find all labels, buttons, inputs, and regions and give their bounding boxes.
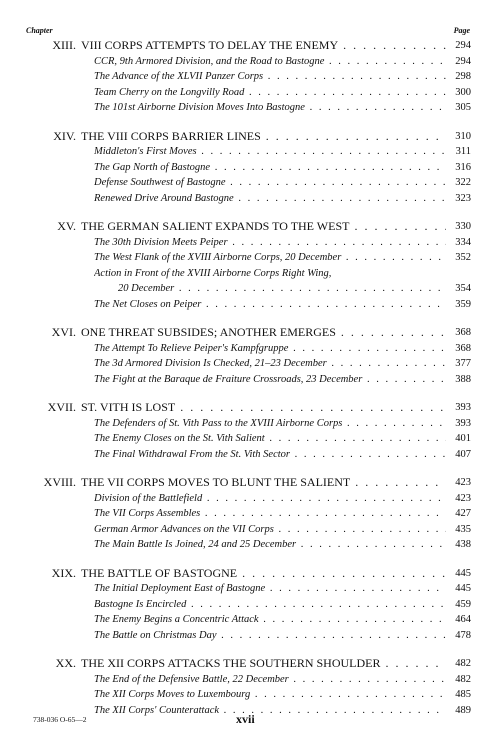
section-entry — [0, 597, 504, 613]
section-title: The Initial Deployment East of Bastogne . . . — [94, 581, 446, 597]
section-entry — [0, 100, 504, 116]
chapter-page: 393 — [447, 400, 471, 416]
section-entry — [0, 447, 504, 463]
section-title: The Gap North of Bastogne . . . — [94, 160, 446, 176]
section-title: Middleton's First Moves . . . — [94, 144, 446, 160]
section-entry — [0, 235, 504, 251]
chapter-title: THE GERMAN SALIENT EXPANDS TO THE WEST . . . — [81, 219, 446, 235]
chapter-heading — [0, 219, 504, 235]
section-page: 311 — [447, 144, 471, 160]
section-entry — [0, 628, 504, 644]
section-title: CCR, 9th Armored Division, and the Road to Bastogne . . . — [94, 54, 446, 70]
section-title: The West Flank of the XVIII Airborne Corps, 20 December . . . — [94, 250, 446, 266]
section-page: 359 — [447, 297, 471, 313]
section-entry — [0, 416, 504, 432]
section-entry — [0, 431, 504, 447]
section-title: The 101st Airborne Division Moves Into Bastogne . . . — [94, 100, 446, 116]
section-title: Division of the Battlefield . . . — [94, 491, 446, 507]
chapter-entry — [0, 400, 504, 462]
chapter-title: THE BATTLE OF BASTOGNE . . . — [81, 566, 446, 582]
chapter-entry — [0, 325, 504, 387]
section-entry — [0, 356, 504, 372]
chapter-number: XIV. — [53, 128, 76, 143]
chapter-title: THE XII CORPS ATTACKS THE SOUTHERN SHOULDER . . . — [81, 656, 446, 672]
section-entry — [0, 54, 504, 70]
section-title: The Advance of the XLVII Panzer Corps . . . — [94, 69, 446, 85]
chapter-title: ONE THREAT SUBSIDES; ANOTHER EMERGES . . . — [81, 325, 446, 341]
page-column-label: Page — [453, 26, 470, 35]
chapter-title: THE VII CORPS MOVES TO BLUNT THE SALIENT . . . — [81, 475, 446, 491]
section-entry — [0, 297, 504, 313]
section-entry — [0, 341, 504, 357]
chapter-title: VIII CORPS ATTEMPTS TO DELAY THE ENEMY . . . — [81, 38, 446, 54]
chapter-entry — [0, 38, 504, 116]
section-title: The End of the Defensive Battle, 22 December . . . — [94, 672, 446, 688]
section-title: The 3d Armored Division Is Checked, 21–23 December . . . — [94, 356, 446, 372]
section-page: 334 — [447, 235, 471, 251]
section-entry — [0, 144, 504, 160]
section-title: The 30th Division Meets Peiper . . . — [94, 235, 446, 251]
section-page: 445 — [447, 581, 471, 597]
chapter-number: XVI. — [51, 325, 76, 339]
section-page: 407 — [447, 447, 471, 463]
section-entry — [0, 281, 504, 297]
section-title: The Final Withdrawal From the St. Vith Sector . . . — [94, 447, 446, 463]
chapter-column-label: Chapter — [26, 26, 53, 35]
section-entry — [0, 581, 504, 597]
section-title: The Defenders of St. Vith Pass to the XVIII Airborne Corps . . . — [94, 416, 446, 432]
chapter-heading — [0, 129, 504, 145]
chapter-entry — [0, 475, 504, 553]
section-title: The Enemy Closes on the St. Vith Salient . . . — [94, 431, 446, 447]
chapter-number: XV. — [57, 219, 76, 233]
section-page: 423 — [447, 491, 471, 507]
section-page: 435 — [447, 522, 471, 538]
chapter-number: XX. — [55, 656, 76, 670]
chapter-entry — [0, 129, 504, 207]
section-entry — [0, 672, 504, 688]
section-page: 298 — [447, 69, 471, 85]
section-entry — [0, 372, 504, 388]
section-page: 294 — [447, 54, 471, 70]
section-page: 401 — [447, 431, 471, 447]
section-entry — [0, 506, 504, 522]
table-of-contents — [0, 38, 504, 731]
section-title: The Main Battle Is Joined, 24 and 25 December . . . — [94, 537, 446, 553]
chapter-heading — [0, 400, 504, 416]
section-entry — [0, 537, 504, 553]
section-entry — [0, 522, 504, 538]
section-page: 482 — [447, 672, 471, 688]
section-entry — [0, 85, 504, 101]
section-title: The XII Corps Moves to Luxembourg . . . — [94, 687, 446, 703]
chapter-heading — [0, 566, 504, 582]
chapter-title: THE VIII CORPS BARRIER LINES . . . — [81, 129, 446, 145]
section-title: German Armor Advances on the VII Corps . . . — [94, 522, 446, 538]
section-entry — [0, 160, 504, 176]
section-title: The VII Corps Assembles . . . — [94, 506, 446, 522]
section-page: 485 — [447, 687, 471, 703]
section-title: The Enemy Begins a Concentric Attack . . . — [94, 612, 446, 628]
section-page: 377 — [447, 356, 471, 372]
chapter-page: 330 — [447, 219, 471, 235]
chapter-page: 294 — [447, 38, 471, 54]
section-page: 393 — [447, 416, 471, 432]
section-page: 322 — [447, 175, 471, 191]
chapter-heading — [0, 38, 504, 54]
section-entry — [0, 687, 504, 703]
section-page: 459 — [447, 597, 471, 613]
chapter-page: 423 — [447, 475, 471, 491]
chapter-entry — [0, 566, 504, 644]
section-page: 323 — [447, 191, 471, 207]
page-number: xvii — [236, 712, 255, 726]
section-entry — [0, 250, 504, 266]
chapter-page: 310 — [447, 129, 471, 145]
chapter-heading — [0, 325, 504, 341]
chapter-number: XIX. — [51, 565, 76, 580]
print-code: 738-036 O-65—2 — [33, 715, 87, 724]
chapter-title: ST. VITH IS LOST . . . — [81, 400, 446, 416]
chapter-entry — [0, 656, 504, 718]
section-page: 300 — [447, 85, 471, 101]
section-page: 316 — [447, 160, 471, 176]
section-title: Bastogne Is Encircled . . . — [94, 597, 446, 613]
chapter-heading — [0, 475, 504, 491]
section-page: 354 — [447, 281, 471, 297]
section-title: The Attempt To Relieve Peiper's Kampfgruppe . . . — [94, 341, 446, 357]
chapter-number: XIII. — [52, 38, 76, 52]
section-title: Team Cherry on the Longvilly Road . . . — [94, 85, 446, 101]
section-title: The XII Corps' Counterattack . . . — [94, 703, 446, 719]
section-entry — [0, 69, 504, 85]
section-page: 388 — [447, 372, 471, 388]
section-page: 464 — [447, 612, 471, 628]
section-title: The Fight at the Baraque de Fraiture Crossroads, 23 December . . . — [94, 372, 446, 388]
section-page: 352 — [447, 250, 471, 266]
section-title: Action in Front of the XVIII Airborne Corps Right Wing, — [94, 267, 332, 279]
chapter-page: 368 — [447, 325, 471, 341]
section-entry — [0, 175, 504, 191]
section-entry — [0, 491, 504, 507]
section-page: 478 — [447, 628, 471, 644]
section-page: 438 — [447, 537, 471, 553]
section-page: 305 — [447, 100, 471, 116]
chapter-entry — [0, 219, 504, 312]
section-page: 368 — [447, 341, 471, 357]
section-entry — [0, 191, 504, 207]
chapter-number: XVII. — [47, 400, 76, 414]
section-title: Renewed Drive Around Bastogne . . . — [94, 191, 446, 207]
section-title: The Battle on Christmas Day . . . — [94, 628, 446, 644]
section-title: The Net Closes on Peiper . . . — [94, 297, 446, 313]
chapter-page: 445 — [447, 566, 471, 582]
section-entry — [0, 612, 504, 628]
chapter-page: 482 — [447, 656, 471, 672]
section-page: 489 — [447, 703, 471, 719]
section-title: 20 December . . . — [118, 281, 446, 297]
chapter-heading — [0, 656, 504, 672]
chapter-number: XVIII. — [43, 475, 76, 489]
section-title: Defense Southwest of Bastogne . . . — [94, 175, 446, 191]
section-page: 427 — [447, 506, 471, 522]
section-entry — [0, 266, 504, 282]
